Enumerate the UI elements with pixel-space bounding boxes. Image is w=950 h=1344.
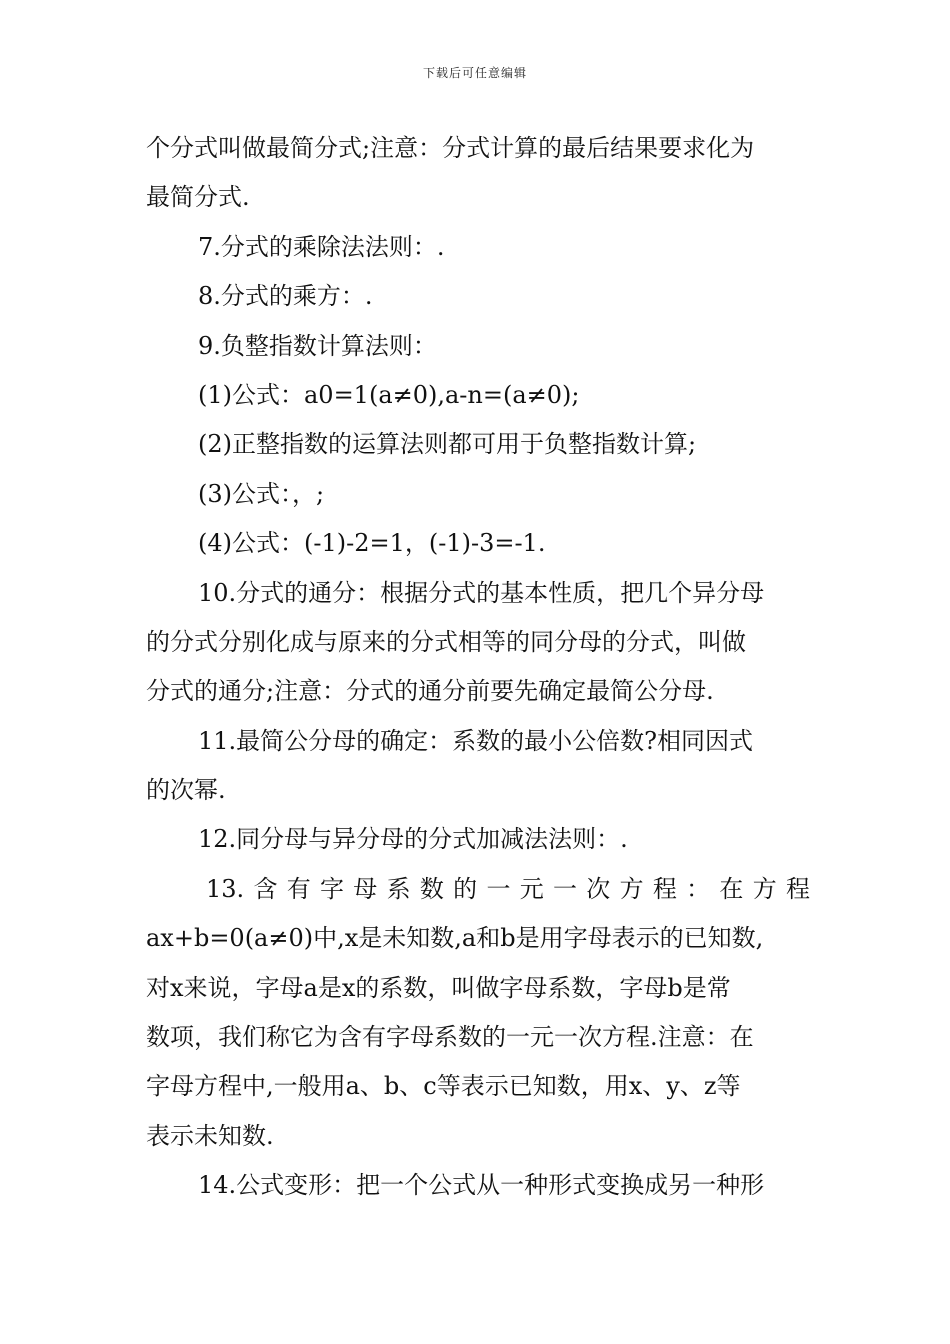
text-line: 对x来说，字母a是x的系数，叫做字母系数，字母b是常	[146, 973, 731, 1002]
list-item-13: 13.含有字母系数的一元一次方程：在方程	[206, 874, 810, 903]
text-line: 的分式分别化成与原来的分式相等的同分母的分式，叫做	[146, 627, 746, 656]
sub-item-2: (2)正整指数的运算法则都可用于负整指数计算;	[198, 430, 697, 459]
text-line: ax+b=0(a≠0)中,x是未知数,a和b是用字母表示的已知数,	[146, 924, 764, 953]
sub-item-4: (4)公式：(-1)-2=1，(-1)-3=-1.	[198, 529, 546, 558]
list-item-9: 9.负整指数计算法则：	[198, 331, 437, 360]
text-line: 最简分式.	[146, 183, 250, 212]
text-line: 的次幂.	[146, 776, 226, 805]
text-line: 字母方程中,一般用a、b、c等表示已知数，用x、y、z等	[146, 1072, 741, 1101]
list-item-11: 11.最简公分母的确定：系数的最小公倍数?相同因式	[198, 726, 754, 755]
list-item-10: 10.分式的通分：根据分式的基本性质，把几个异分母	[198, 578, 765, 607]
list-item-12: 12.同分母与异分母的分式加减法法则：.	[198, 825, 628, 854]
list-item-7: 7.分式的乘除法法则：.	[198, 232, 445, 261]
list-item-14: 14.公式变形：把一个公式从一种形式变换成另一种形	[198, 1171, 765, 1200]
text-line: 数项，我们称它为含有字母系数的一元一次方程.注意：在	[146, 1023, 754, 1052]
text-line: 分式的通分;注意：分式的通分前要先确定最简公分母.	[146, 677, 714, 706]
text-line: 表示未知数.	[146, 1121, 274, 1150]
page-header: 下载后可任意编辑	[422, 66, 527, 80]
text-line: 个分式叫做最简分式;注意：分式计算的最后结果要求化为	[146, 134, 755, 162]
document-body	[146, 124, 810, 1211]
sub-item-1: (1)公式：a0=1(a≠0),a-n=(a≠0);	[198, 380, 580, 409]
list-item-8: 8.分式的乘方：.	[198, 282, 373, 311]
sub-item-3: (3)公式：，;	[198, 479, 325, 508]
